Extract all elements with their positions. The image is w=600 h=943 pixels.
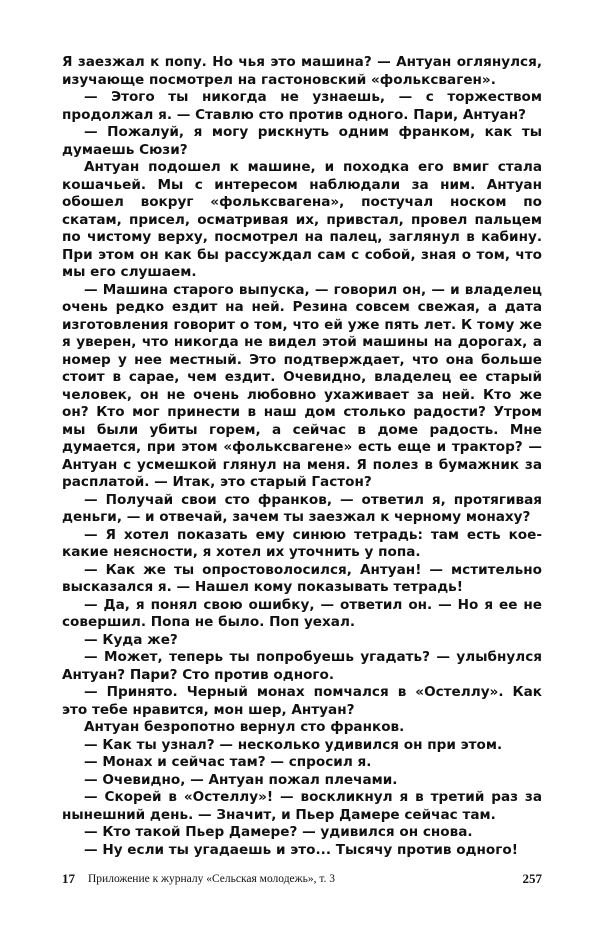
- paragraph: — Принято. Черный монах помчался в «Остеллу». Как это тебе нравится, мон шер, Антуан?: [62, 684, 542, 718]
- paragraph: — Как же ты опростоволосился, Антуан! — мстительно высказался я. — Нашел кому показывать тетрадь!: [62, 561, 542, 595]
- paragraph: — Машина старого выпуска, — говорил он, — и владелец очень редко ездит на ней. Резина совсем свежая, а дата изготовления говорит о том, что ей уже пять лет. К тому же я уверен, что никогда не видел этой машины на дорогах, а номер у нее местный. Это подтверждает, что она больше стоит в сарае, чем ездит. Очевидно, владелец ее старый человек, он не очень любовно ухаживает за ней. Кто же он? Кто мог принести в наш дом столько радости? Утром мы были убиты горем, а сейчас в доме радость. Мне думается, при этом «фольксвагене» есть еще и трактор? — Антуан с усмешкой глянул на меня. Я полез в бумажник за расплатой. — Итак, это старый Гастон?: [62, 281, 542, 490]
- paragraph: — Монах и сейчас там? — спросил я.: [84, 754, 372, 770]
- paragraph: — Кто такой Пьер Дамере? — удивился он снова.: [84, 824, 473, 840]
- paragraph: — Ну если ты угадаешь и это... Тысячу против одного!: [84, 841, 518, 858]
- paragraph: — Может, теперь ты попробуешь угадать? — улыбнулся Антуан? Пари? Сто против одного.: [62, 649, 542, 683]
- paragraph: — Очевидно, — Антуан пожал плечами.: [84, 771, 398, 788]
- paragraph: — Как ты узнал? — несколько удивился он при этом.: [84, 736, 503, 753]
- paragraph: — Скорей в «Остеллу»! — воскликнул я в третий раз за нынешний день. — Значит, и Пьер Дамере сейчас там.: [62, 789, 542, 823]
- main-text: [62, 54, 542, 859]
- page-footer: [62, 870, 542, 888]
- paragraph: Антуан безропотно вернул сто франков.: [84, 719, 405, 735]
- footer-caption: Приложение к журналу «Сельская молодежь», т. 3: [88, 873, 336, 885]
- signature-mark: 17: [62, 871, 75, 886]
- paragraph: Антуан подошел к машине, и походка его вмиг стала кошачьей. Мы с интересом наблюдали за ним. Антуан обошел вокруг «фольксвагена», постучал носком по скатам, присел, осматривая их, привстал, провел пальцем по чистому верху, посмотрел на палец, заглянул в кабину. При этом он как бы рассуждал сам с собой, зная о том, что мы его слушаем.: [62, 159, 542, 280]
- paragraph: — Пожалуй, я могу рискнуть одним франком, как ты думаешь Сюзи?: [62, 124, 542, 158]
- paragraph: Я заезжал к попу. Но чья это машина? — Антуан оглянулся, изучающе посмотрел на гастоновский «фольксваген».: [62, 54, 542, 88]
- page-number: 257: [522, 871, 542, 886]
- paragraph: — Получай свои сто франков, — ответил я, протягивая деньги, — и отвечай, зачем ты заезжал к черному монаху?: [62, 491, 542, 525]
- paragraph: — Этого ты никогда не узнаешь, — с торжеством продолжал я. — Ставлю сто против одного. Пари, Антуан?: [62, 89, 542, 123]
- paragraph: — Я хотел показать ему синюю тетрадь: там есть кое-какие неясности, я хотел их уточнить у попа.: [62, 526, 542, 560]
- paragraph: — Да, я понял свою ошибку, — ответил он. — Но я ее не совершил. Попа не было. Поп уехал.: [62, 596, 542, 630]
- paragraph: — Куда же?: [84, 631, 178, 648]
